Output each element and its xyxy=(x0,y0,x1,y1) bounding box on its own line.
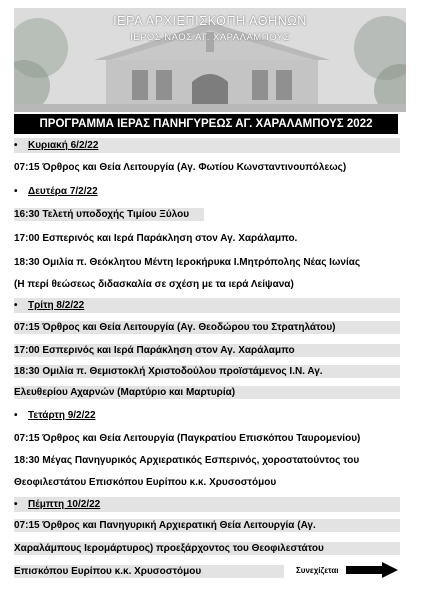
bullet: • xyxy=(14,186,18,197)
day-label: Δευτέρα 7/2/22 xyxy=(28,186,98,197)
day-header-thursday xyxy=(14,497,400,512)
schedule-line: Θεοφιλεστάτου Επισκόπου Ευρίπου κ.κ. Χρυσοστόμου xyxy=(14,477,277,488)
bullet: • xyxy=(14,499,18,510)
day-label: Τρίτη 8/2/22 xyxy=(28,300,85,311)
schedule-line: (Η περί θεώσεως διδασκαλία σε σχέση με τα ιερά Λείψανα) xyxy=(14,279,294,290)
right-arrow-icon xyxy=(346,562,398,578)
schedule-line: 18:30 Μέγας Πανηγυρικός Αρχιερατικός Εσπερινός, χοροστατούντος του xyxy=(14,455,360,466)
day-header-monday xyxy=(14,184,400,199)
schedule-line: 18:30 Ομιλία π. Θεμιστοκλή Χριστοδούλου προϊστάμενος Ι.Ν. Αγ. xyxy=(14,365,400,378)
bullet: • xyxy=(14,300,18,311)
schedule-line: 18:30 Ομιλία π. Θεόκλητου Μέντη Ιεροκήρυκα Ι.Μητρόπολης Νέας Ιωνίας xyxy=(14,257,361,268)
day-label: Κυριακή 6/2/22 xyxy=(28,140,99,151)
schedule-line: Χαραλάμπους Ιερομάρτυρος) προεξάρχοντος του Θεοφιλεστάτου xyxy=(14,542,400,555)
schedule-line: 07:15 Όρθρος και Θεία Λειτουργία (Αγ. Φωτίου Κωνσταντινουπόλεως) xyxy=(14,162,347,173)
bullet: • xyxy=(14,140,18,151)
schedule-line: 07:15 Όρθρος και Πανηγυρική Αρχιερατική Θεία Λειτουργία (Αγ. xyxy=(14,519,400,532)
continue-label: Συνεχίζεται xyxy=(296,566,339,575)
schedule-line: 17:00 Εσπερινός και Ιερά Παράκληση στον Αγ. Χαράλαμπο. xyxy=(14,233,298,244)
day-label: Τετάρτη 9/2/22 xyxy=(28,410,96,421)
bullet: • xyxy=(14,410,18,421)
day-header-sunday xyxy=(14,138,400,153)
header-photo xyxy=(14,8,406,112)
schedule-line: 07:15 Όρθρος και Θεία Λειτουργία (Παγκρατίου Επισκόπου Ταυρομενίου) xyxy=(14,433,361,444)
schedule-line: 17:00 Εσπερινός και Ιερά Παράκληση στον Αγ. Χαράλαμπο xyxy=(14,344,400,357)
org-title: ΙΕΡΑ ΑΡΧΙΕΠΙΣΚΟΠΗ ΑΘΗΝΩΝ xyxy=(113,14,307,28)
schedule-line: Επισκόπου Ευρίπου κ.κ. Χρυσοστόμου xyxy=(14,565,284,578)
day-header-wednesday xyxy=(14,408,400,423)
schedule-line: Ελευθερίου Αχαρνών (Μαρτύριο και Μαρτυρία) xyxy=(14,386,400,399)
day-label: Πέμπτη 10/2/22 xyxy=(28,499,101,510)
church-title: ΙΕΡΟΣ ΝΑΟΣ ΑΓ. ΧΑΡΑΛΑΜΠΟΥΣ xyxy=(130,32,290,43)
day-header-tuesday xyxy=(14,298,400,313)
program-banner: ΠΡΟΓΡΑΜΜΑ ΙΕΡΑΣ ΠΑΝΗΓΥΡΕΩΣ ΑΓ. ΧΑΡΑΛΑΜΠΟΥΣ 2022 xyxy=(14,114,398,134)
schedule-line: 16:30 Τελετή υποδοχής Τιμίου Ξύλου xyxy=(14,208,204,221)
schedule-line: 07:15 Όρθρος και Θεία Λειτουργία (Αγ. Θεοδώρου του Στρατηλάτου) xyxy=(14,321,400,334)
